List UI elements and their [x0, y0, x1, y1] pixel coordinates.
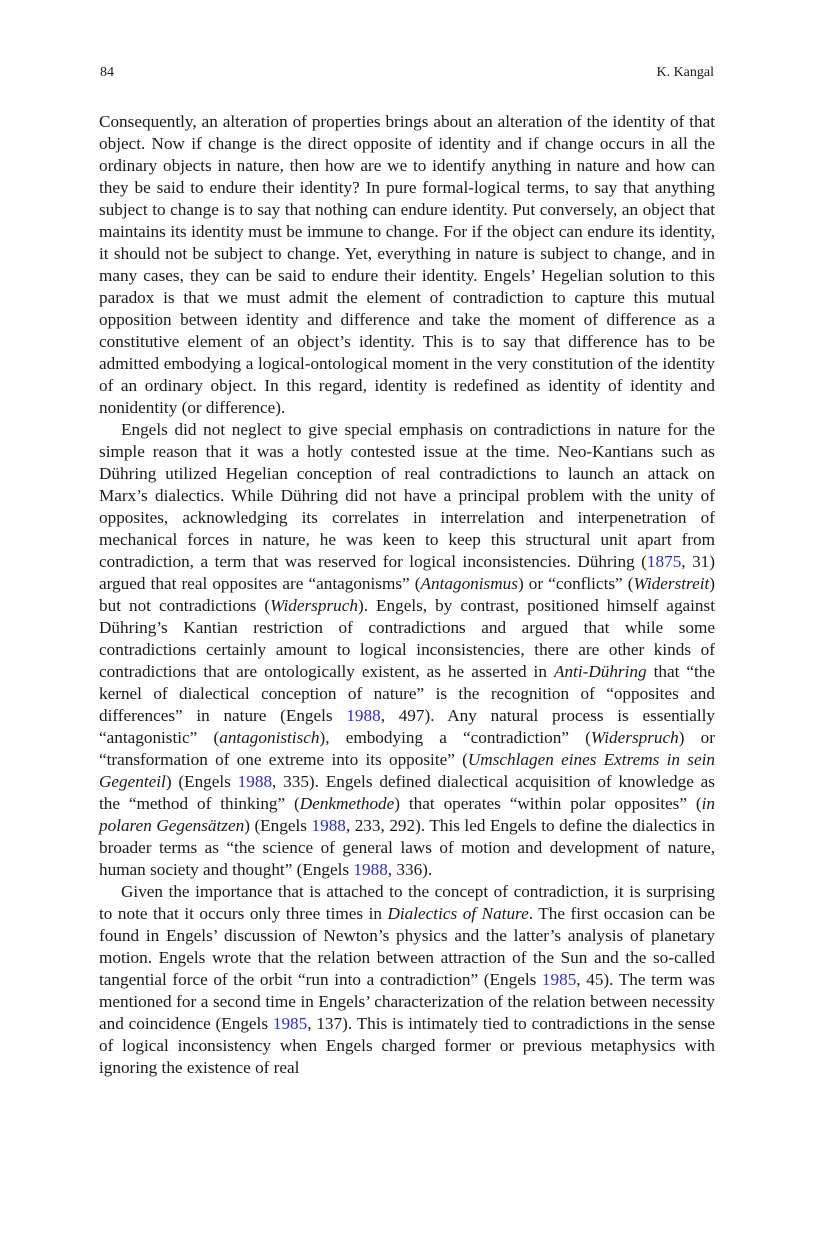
text-run: Engels did not neglect to give special emphasis on contradictions in nature for the simple reason that it was a hotly contested issue at the time. Neo-Kantians such as Dühring utilized Hegelian conception of real contradictions to launch an attack on Marx’s dialectics. While Dühring did not have a principal problem with the unity of opposites, acknowledging its correlates in interrelation and interpenetration of mechanical forces in nature, he was keen to keep this structural unit apart from contradiction, a term that was reserved for logical inconsistencies. Dühring (: [99, 420, 715, 571]
text-run: , 335). Engels defined dialectical acquisition of knowledge as the “method of thinking” (: [99, 772, 715, 813]
italic-term: Anti-Dühring: [553, 662, 647, 681]
text-run: ) or “transformation of one extreme into its opposite” (: [99, 728, 715, 769]
text-run: that “the kernel of dialectical conception of nature” is the recognition of “opposites and differences” in nature (Engels: [99, 662, 716, 725]
text-run: Given the importance that is attached to the concept of contradiction, it is surprising to note that it occurs only three times in: [99, 882, 715, 923]
italic-term: Widerspruch: [270, 596, 358, 615]
paragraph: [99, 419, 715, 881]
citation-link[interactable]: 1875: [646, 552, 682, 571]
italic-term: in polaren Gegensätzen: [99, 794, 715, 835]
text-run: ), embodying a “contradiction” (: [319, 728, 591, 747]
citation-link[interactable]: 1985: [541, 970, 577, 989]
body-text: [99, 111, 715, 1079]
citation-link[interactable]: 1988: [237, 772, 273, 791]
text-run: , 31) argued that real opposites are “antagonisms” (: [99, 552, 715, 593]
citation-link[interactable]: 1985: [272, 1014, 308, 1033]
italic-term: Widerstreit: [633, 574, 710, 593]
italic-term: Umschlagen eines Extrems in sein Gegenteil: [99, 750, 715, 791]
text-run: Consequently, an alteration of properties brings about an alteration of the identity of that object. Now if change is the direct opposite of identity and if change occurs in all the ordinary objects in nature, then how are we to identify anything in nature and how can they be said to endure their identity? In pure formal-logical terms, to say that anything subject to change is to say that nothing can endure identity. Put conversely, an object that maintains its identity must be immune to change. For if the object can endure its identity, it should not be subject to change. Yet, everything in nature is subject to change, and in many cases, they can be said to endure their identity. Engels’ Hegelian solution to this paradox is that we must admit the element of contradiction to capture this mutual opposition between identity and difference and take the moment of difference as a constitutive element of an object’s identity. This is to say that difference has to be admitted embodying a logical-ontological moment in the very constitution of the identity of an ordinary object. In this regard, identity is redefined as identity of identity and nonidentity (or difference).: [99, 112, 715, 417]
text-run: ) (Engels: [165, 772, 238, 791]
italic-term: Antagonismus: [420, 574, 518, 593]
text-run: ). Engels, by contrast, positioned himself against Dühring’s Kantian restriction of contradictions and argued that while some contradictions certainly amount to logical inconsistencies, there are other kinds of contradictions that are ontologically existent, as he asserted in: [99, 596, 715, 681]
paragraph: [99, 881, 715, 1079]
text-run: . The first occasion can be found in Engels’ discussion of Newton’s physics and the latter’s analysis of planetary motion. Engels wrote that the relation between attraction of the Sun and the so-called tangential force of the orbit “run into a contradiction” (Engels: [99, 904, 715, 989]
text-run: , 336).: [387, 860, 433, 879]
paragraph: [99, 111, 715, 419]
italic-term: antagonistisch: [219, 728, 320, 747]
text-run: , 233, 292). This led Engels to define the dialectics in broader terms as “the science of general laws of motion and development of nature, human society and thought” (Engels: [99, 816, 715, 879]
running-head-author: K. Kangal: [656, 65, 714, 80]
text-run: , 45). The term was mentioned for a second time in Engels’ characterization of the relation between necessity and coincidence (Engels: [99, 970, 715, 1033]
italic-term: Widerspruch: [590, 728, 679, 747]
citation-link[interactable]: 1988: [311, 816, 346, 835]
citation-link[interactable]: 1988: [346, 706, 381, 725]
text-run: , 137). This is intimately tied to contradictions in the sense of logical inconsistency when Engels charged former or previous metaphysics with ignoring the existence of real: [99, 1014, 715, 1077]
text-run: , 497). Any natural process is essentially “antagonistic” (: [99, 706, 715, 747]
text-run: ) or “conflicts” (: [517, 574, 634, 593]
text-run: ) that operates “within polar opposites” (: [394, 794, 702, 813]
page-number: 84: [100, 65, 114, 80]
italic-term: Dialectics of Nature: [387, 904, 529, 923]
italic-term: Denkmethode: [299, 794, 395, 813]
citation-link[interactable]: 1988: [353, 860, 388, 879]
text-run: ) but not contradictions (: [99, 574, 715, 615]
text-run: ) (Engels: [244, 816, 312, 835]
